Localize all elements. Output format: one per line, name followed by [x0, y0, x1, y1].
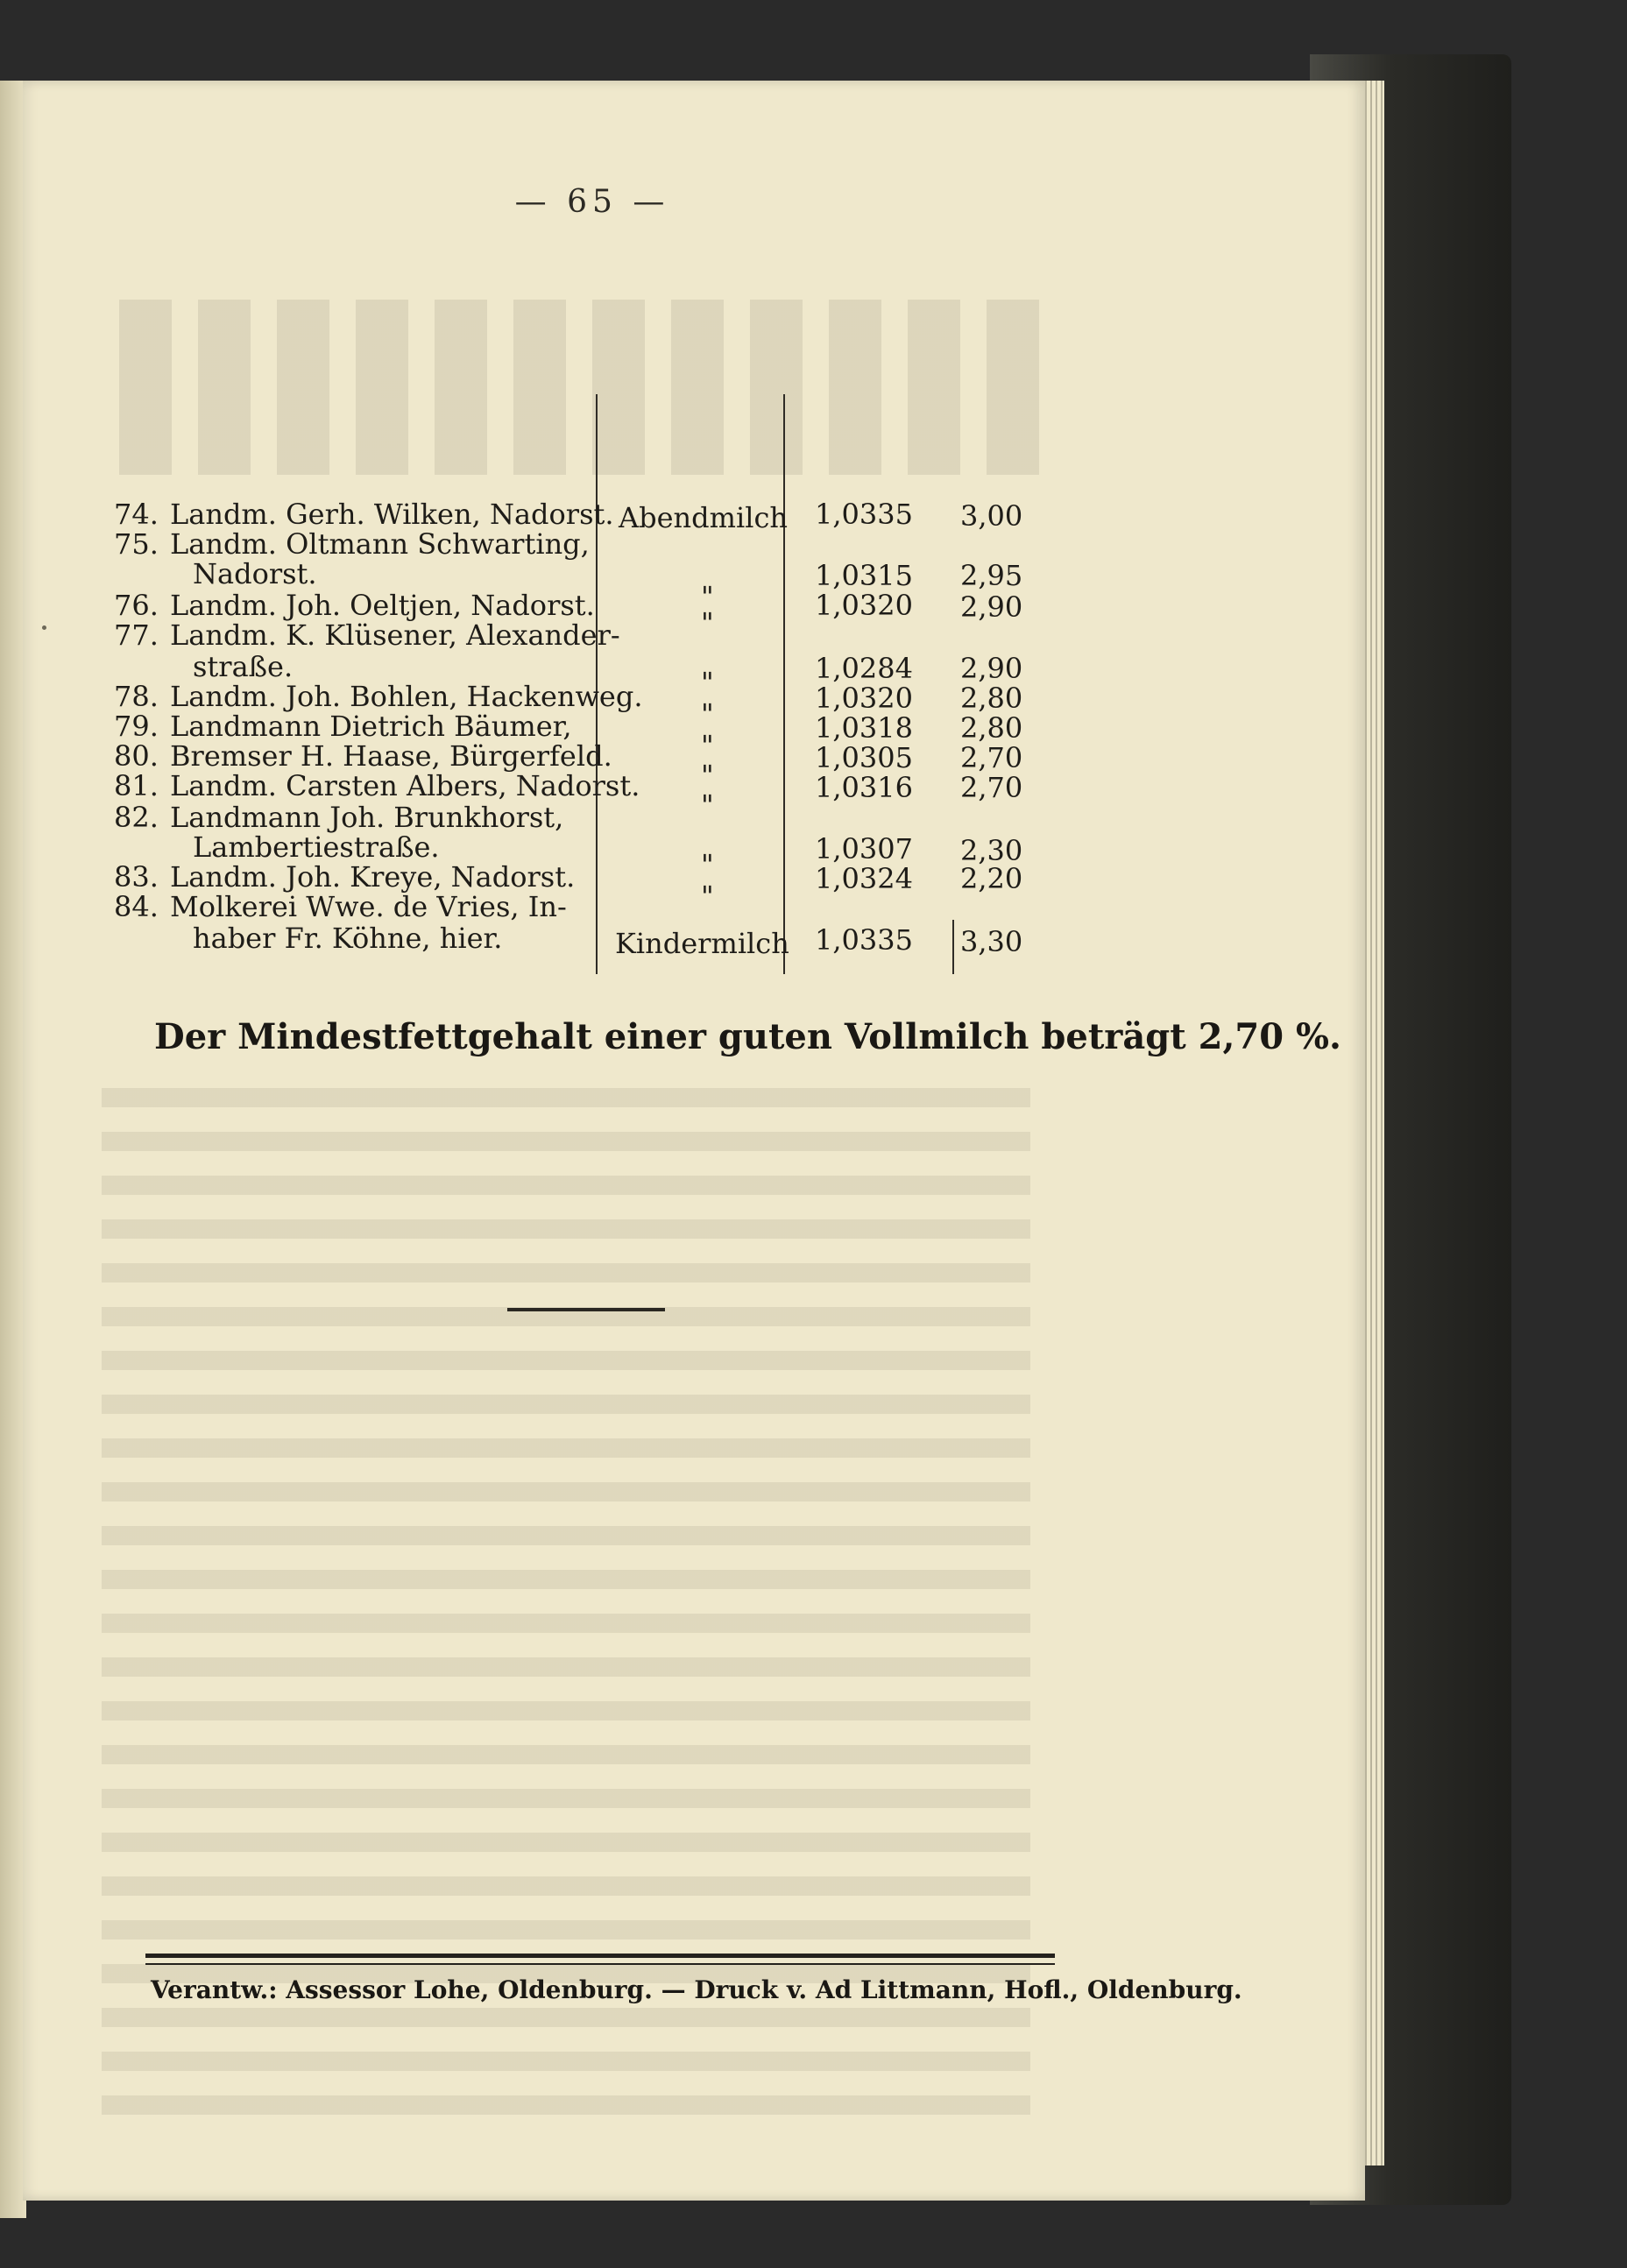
- ditto-mark: ": [701, 729, 714, 762]
- supplier-name: Landmann Joh. Brunkhorst,: [170, 801, 564, 834]
- density-value: 1,0335: [815, 923, 913, 957]
- ditto-mark: ": [701, 848, 714, 881]
- ditto-mark: ": [701, 580, 714, 613]
- supplier-name: Landm. Joh. Bohlen, Hackenweg.: [170, 680, 643, 713]
- row-number: 81.: [114, 769, 159, 802]
- fat-value: 2,20: [960, 862, 1023, 895]
- supplier-name: Bremser H. Haase, Bürgerfeld.: [170, 739, 612, 773]
- density-value: 1,0335: [815, 498, 913, 531]
- row-number: 76.: [114, 589, 159, 622]
- ditto-mark: ": [701, 666, 714, 699]
- row-number: 83.: [114, 860, 159, 894]
- supplier-name: Landm. K. Klüsener, Alexander-: [170, 618, 620, 652]
- row-number: 80.: [114, 739, 159, 773]
- ditto-mark: ": [701, 880, 714, 913]
- ditto-mark: ": [701, 759, 714, 792]
- supplier-name: straße.: [193, 650, 294, 683]
- fat-value: 2,95: [960, 559, 1023, 592]
- fat-value: 3,00: [960, 499, 1023, 533]
- table-divider-type-density: [783, 394, 785, 974]
- milk-type: Kindermilch: [615, 927, 789, 960]
- supplier-name: Landm. Gerh. Wilken, Nadorst.: [170, 498, 614, 531]
- density-value: 1,0284: [815, 652, 913, 685]
- row-number: 77.: [114, 618, 159, 652]
- density-value: 1,0316: [815, 771, 913, 804]
- fat-value: 2,70: [960, 771, 1023, 804]
- fat-value: 2,70: [960, 741, 1023, 774]
- supplier-name: Lambertiestraße.: [193, 830, 440, 864]
- supplier-name: Landm. Joh. Oeltjen, Nadorst.: [170, 589, 595, 622]
- ditto-mark: ": [701, 697, 714, 731]
- fat-value: 2,90: [960, 652, 1023, 685]
- row-number: 82.: [114, 801, 159, 834]
- page-speck: [42, 625, 46, 630]
- ditto-mark: ": [701, 606, 714, 639]
- density-value: 1,0320: [815, 589, 913, 622]
- density-value: 1,0318: [815, 711, 913, 745]
- fat-value: 2,80: [960, 711, 1023, 745]
- supplier-name: Landmann Dietrich Bäumer,: [170, 710, 572, 743]
- minimum-fat-statement: Der Mindestfettgehalt einer guten Vollmilch beträgt 2,70 %.: [154, 1016, 1341, 1057]
- ditto-mark: ": [701, 788, 714, 822]
- density-value: 1,0320: [815, 682, 913, 715]
- supplier-name: Landm. Carsten Albers, Nadorst.: [170, 769, 640, 802]
- row-number: 84.: [114, 890, 159, 923]
- bleed-through-body: [102, 1088, 1030, 2122]
- supplier-name: Nadorst.: [193, 557, 317, 590]
- page-number: — 65 —: [514, 184, 670, 220]
- section-rule: [507, 1308, 665, 1311]
- book-page: [23, 81, 1365, 2201]
- footer-rule-thin: [145, 1963, 1055, 1965]
- density-value: 1,0307: [815, 832, 913, 866]
- bleed-through-masthead: [119, 300, 1039, 475]
- density-value: 1,0315: [815, 559, 913, 592]
- density-value: 1,0305: [815, 741, 913, 774]
- supplier-name: Landm. Oltmann Schwarting,: [170, 527, 590, 561]
- supplier-name: Landm. Joh. Kreye, Nadorst.: [170, 860, 576, 894]
- row-number: 75.: [114, 527, 159, 561]
- supplier-name: Molkerei Wwe. de Vries, In-: [170, 890, 567, 923]
- milk-type: Abendmilch: [619, 501, 788, 534]
- row-number: 74.: [114, 498, 159, 531]
- fat-value: 2,90: [960, 590, 1023, 624]
- row-number: 79.: [114, 710, 159, 743]
- supplier-name: haber Fr. Köhne, hier.: [193, 922, 503, 955]
- row-number: 78.: [114, 680, 159, 713]
- table-divider-density-fat: [952, 920, 954, 974]
- fat-value: 2,30: [960, 834, 1023, 867]
- density-value: 1,0324: [815, 862, 913, 895]
- fat-value: 2,80: [960, 682, 1023, 715]
- fat-value: 3,30: [960, 925, 1023, 958]
- imprint-footer: Verantw.: Assessor Lohe, Oldenburg. — Druck v. Ad Littmann, Hofl., Oldenburg.: [151, 1975, 1242, 2004]
- footer-rule-thick: [145, 1954, 1055, 1958]
